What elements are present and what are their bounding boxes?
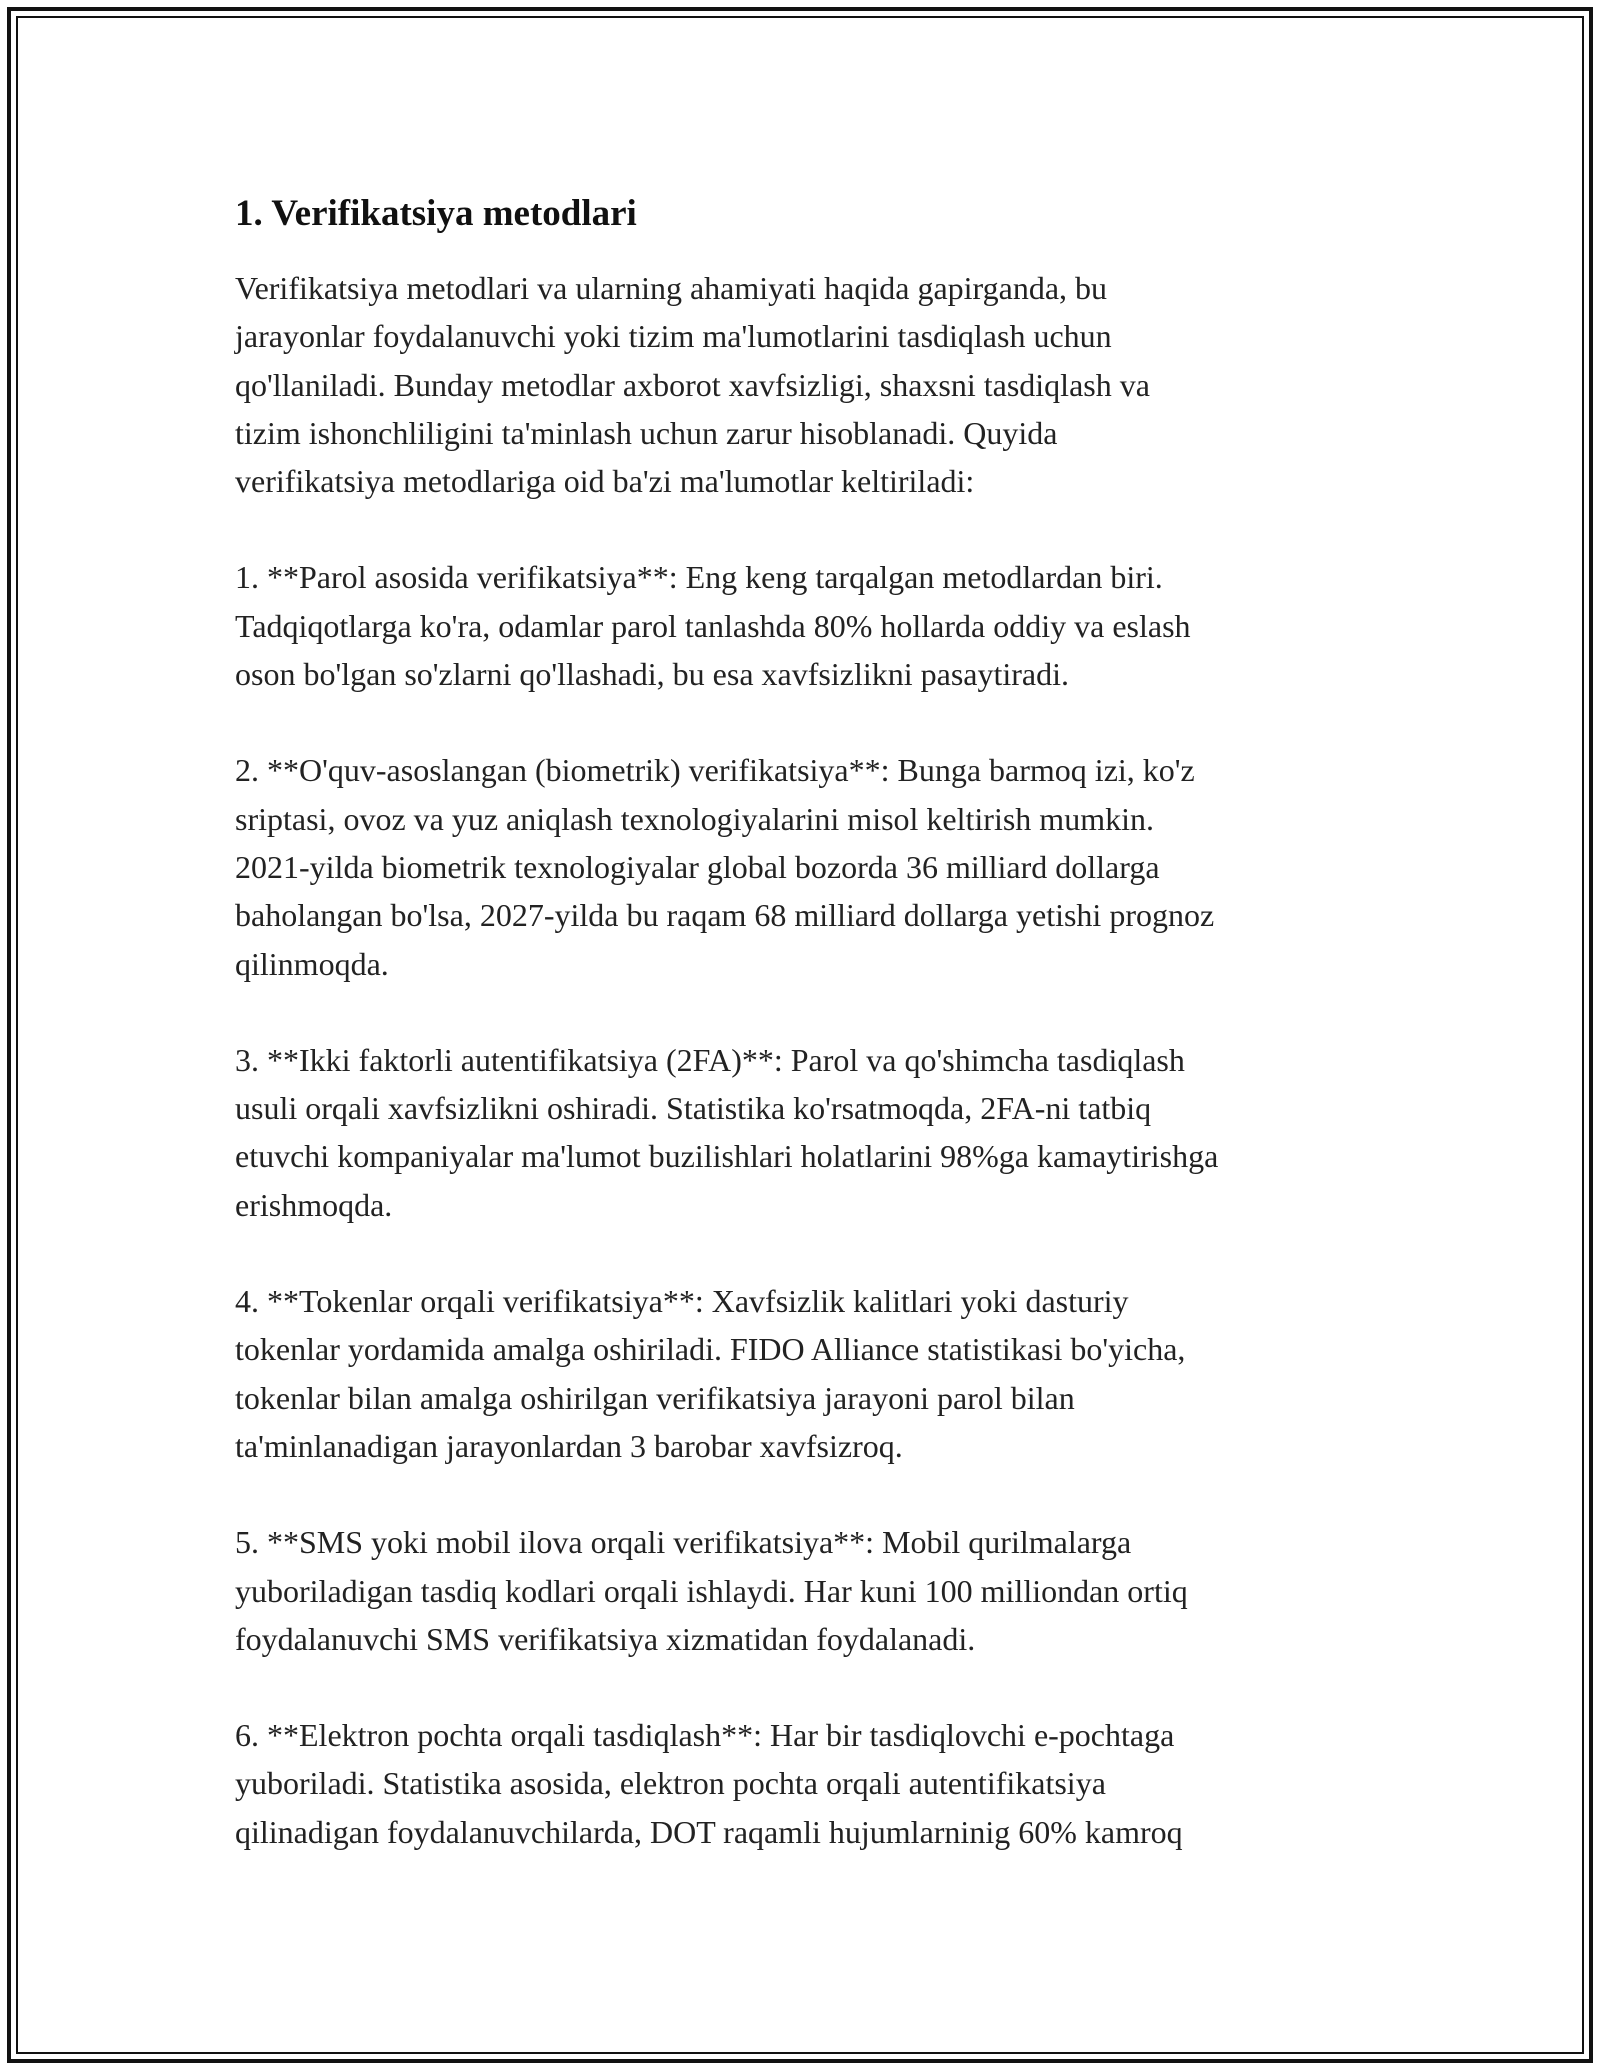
list-item-email — [235, 1711, 1375, 1856]
item-line: 6. **Elektron pochta orqali tasdiqlash**: Har bir tasdiqlovchi e-pochtaga — [235, 1717, 1175, 1754]
item-line: etuvchi kompaniyalar ma'lumot buzilishlari holatlarini 98%ga kamaytirishga — [235, 1138, 1219, 1175]
item-line: erishmoqda. — [235, 1186, 393, 1223]
intro-line: verifikatsiya metodlariga oid ba'zi ma'lumotlar keltiriladi: — [235, 463, 975, 500]
item-line: ta'minlanadigan jarayonlardan 3 barobar xavfsizroq. — [235, 1427, 903, 1464]
item-line: tokenlar yordamida amalga oshiriladi. FIDO Alliance statistikasi bo'yicha, — [235, 1331, 1186, 1368]
list-item-2fa — [235, 1036, 1375, 1229]
item-line: 4. **Tokenlar orqali verifikatsiya**: Xavfsizlik kalitlari yoki dasturiy — [235, 1283, 1129, 1320]
item-line: oson bo'lgan so'zlarni qo'llashadi, bu esa xavfsizlikni pasaytiradi. — [235, 656, 1069, 693]
section-heading: 1. Verifikatsiya metodlari — [235, 193, 637, 234]
intro-line: tizim ishonchliligini ta'minlash uchun zarur hisoblanadi. Quyida — [235, 414, 1058, 451]
item-line: 2021-yilda biometrik texnologiyalar global bozorda 36 milliard dollarga — [235, 848, 1160, 885]
list-item-password — [235, 553, 1375, 698]
item-line: baholangan bo'lsa, 2027-yilda bu raqam 68 milliard dollarga yetishi prognoz — [235, 897, 1215, 934]
intro-paragraph — [235, 264, 1375, 505]
item-line: sriptasi, ovoz va yuz aniqlash texnologiyalarini misol keltirish mumkin. — [235, 800, 1154, 837]
item-line: tokenlar bilan amalga oshirilgan verifikatsiya jarayoni parol bilan — [235, 1379, 1075, 1416]
item-line: 5. **SMS yoki mobil ilova orqali verifikatsiya**: Mobil qurilmalarga — [235, 1524, 1132, 1561]
item-line: yuboriladigan tasdiq kodlari orqali ishlaydi. Har kuni 100 milliondan ortiq — [235, 1572, 1188, 1609]
list-item-sms — [235, 1518, 1375, 1663]
intro-line: Verifikatsiya metodlari va ularning ahamiyati haqida gapirganda, bu — [235, 270, 1108, 306]
item-line: usuli orqali xavfsizlikni oshiradi. Statistika ko'rsatmoqda, 2FA-ni tatbiq — [235, 1090, 1152, 1127]
item-line: 1. **Parol asosida verifikatsiya**: Eng keng tarqalgan metodlardan biri. — [235, 559, 1163, 596]
item-line: qilinmoqda. — [235, 945, 389, 982]
item-line: 3. **Ikki faktorli autentifikatsiya (2FA)**: Parol va qo'shimcha tasdiqlash — [235, 1041, 1185, 1078]
item-line: yuboriladi. Statistika asosida, elektron pochta orqali autentifikatsiya — [235, 1765, 1106, 1802]
item-line: foydalanuvchi SMS verifikatsiya xizmatidan foydalanadi. — [235, 1620, 976, 1657]
intro-line: qo'llaniladi. Bunday metodlar axborot xavfsizligi, shaxsni tasdiqlash va — [235, 366, 1150, 403]
list-item-tokens — [235, 1277, 1375, 1470]
document-body — [235, 184, 1375, 1856]
item-line: qilinadigan foydalanuvchilarda, DOT raqamli hujumlarninig 60% kamroq — [235, 1813, 1183, 1850]
list-item-biometric — [235, 746, 1375, 987]
intro-line: jarayonlar foydalanuvchi yoki tizim ma'lumotlarini tasdiqlash uchun — [235, 318, 1112, 355]
item-line: 2. **O'quv-asoslangan (biometrik) verifikatsiya**: Bunga barmoq izi, ko'z — [235, 752, 1195, 789]
item-line: Tadqiqotlarga ko'ra, odamlar parol tanlashda 80% hollarda oddiy va eslash — [235, 607, 1191, 644]
